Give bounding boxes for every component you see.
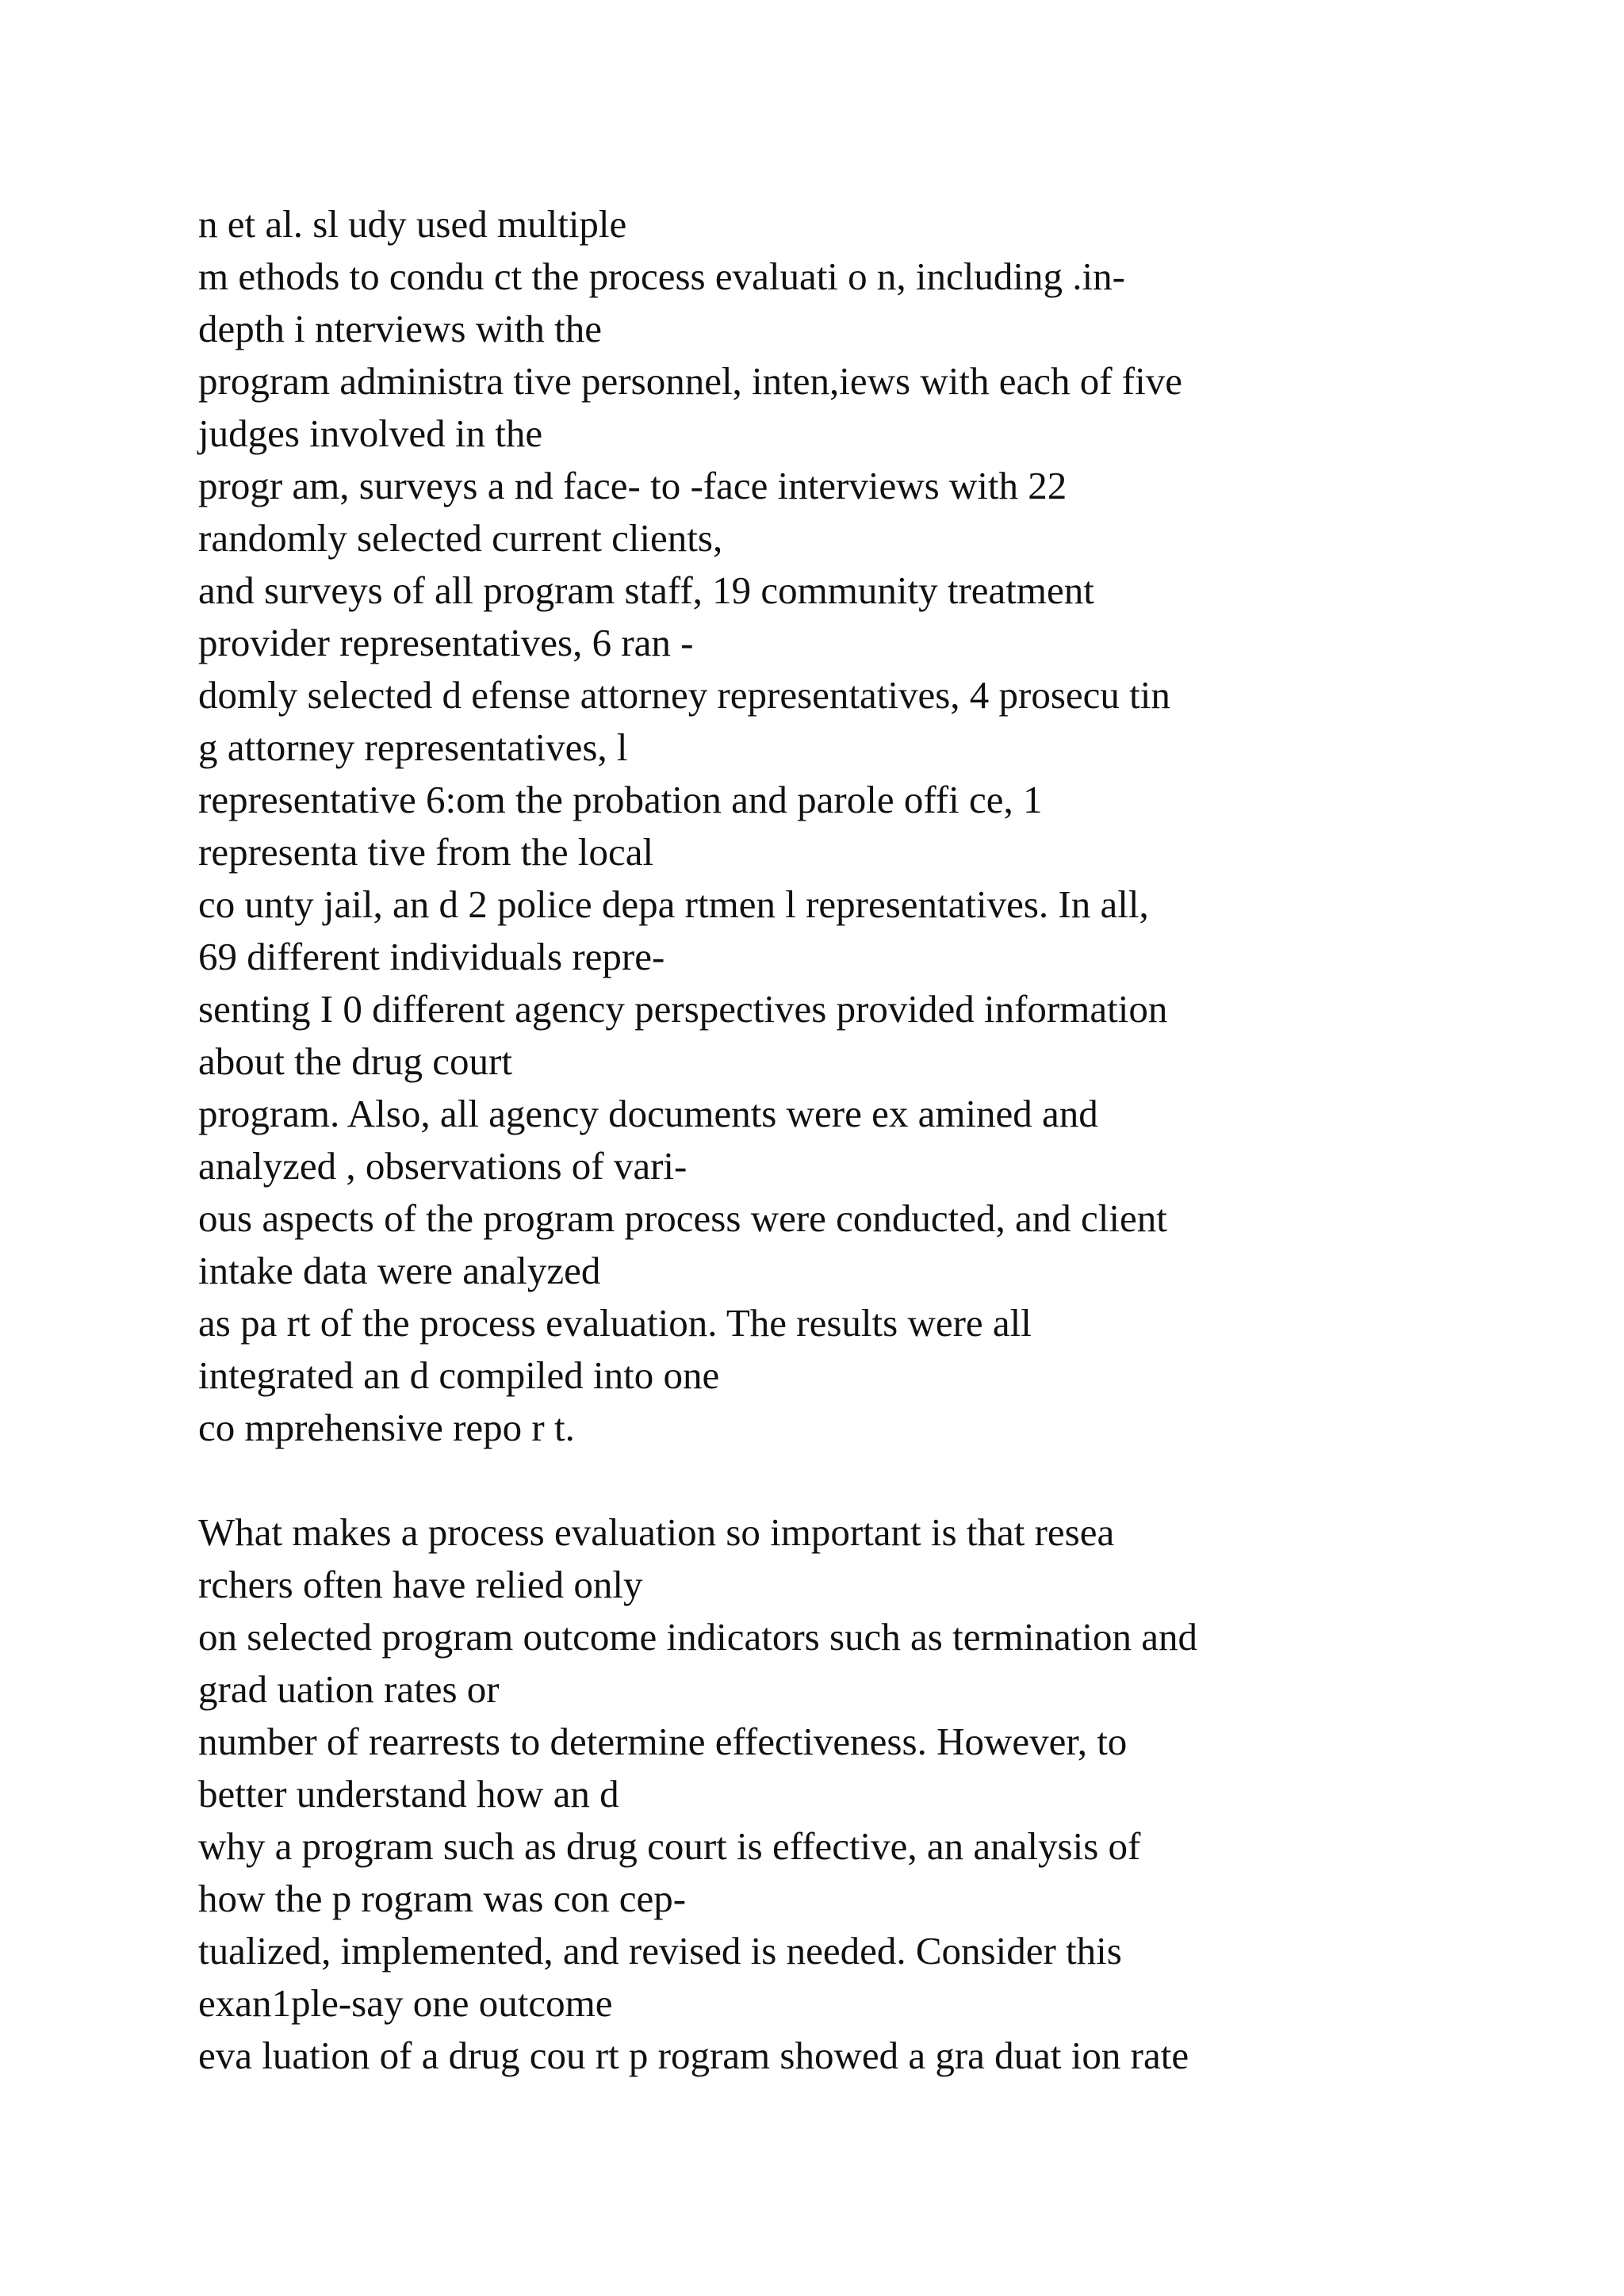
text-line: g attorney representatives, l — [198, 725, 628, 769]
text-line: analyzed , observations of vari- — [198, 1144, 688, 1188]
text-line: representative 6:om the probation and parole offi ce, 1 — [198, 778, 1043, 821]
text-line: how the p rogram was con cep- — [198, 1877, 687, 1920]
paragraph-1 — [198, 198, 1546, 1454]
text-line: rchers often have relied only — [198, 1563, 643, 1606]
text-line: integrated an d compiled into one — [198, 1353, 720, 1397]
text-line: and surveys of all program staff, 19 community treatment — [198, 568, 1094, 612]
text-line: randomly selected current clients, — [198, 516, 723, 560]
text-line: program. Also, all agency documents were ex amined and — [198, 1092, 1098, 1135]
text-line: about the drug court — [198, 1039, 512, 1083]
document-text — [198, 198, 1546, 2082]
text-line: why a program such as drug court is effective, an analysis of — [198, 1824, 1141, 1868]
text-line: co mprehensive repo r t. — [198, 1406, 575, 1449]
text-line: progr am, surveys a nd face- to -face interviews with 22 — [198, 464, 1067, 507]
text-line: exan1ple-say one outcome — [198, 1981, 613, 2025]
text-line: m ethods to condu ct the process evaluati o n, including .in- — [198, 254, 1125, 298]
text-line: on selected program outcome indicators such as termination and — [198, 1615, 1198, 1659]
text-line: representa tive from the local — [198, 830, 654, 874]
text-line: number of rearrests to determine effectiveness. However, to — [198, 1720, 1128, 1763]
text-line: n et al. sl udy used multiple — [198, 202, 627, 246]
text-line: depth i nterviews with the — [198, 307, 602, 350]
text-line: ous aspects of the program process were conducted, and client — [198, 1196, 1167, 1240]
text-line: eva luation of a drug cou rt p rogram showed a gra duat ion rate — [198, 2034, 1189, 2077]
text-line: senting I 0 different agency perspectives provided information — [198, 987, 1168, 1031]
text-line: program administra tive personnel, inten,iews with each of five — [198, 359, 1182, 403]
text-line: 69 different individuals repre- — [198, 935, 665, 978]
paragraph-spacer — [198, 1454, 1546, 1506]
text-line: domly selected d efense attorney representatives, 4 prosecu tin — [198, 673, 1170, 717]
text-line: co unty jail, an d 2 police depa rtmen l representatives. In all, — [198, 882, 1149, 926]
text-line: What makes a process evaluation so important is that resea — [198, 1510, 1115, 1554]
text-line: provider representatives, 6 ran - — [198, 621, 694, 664]
text-line: tualized, implemented, and revised is needed. Consider this — [198, 1929, 1122, 1973]
paragraph-2 — [198, 1506, 1546, 2082]
text-line: judges involved in the — [198, 411, 543, 455]
text-line: better understand how an d — [198, 1772, 619, 1816]
text-line: intake data were analyzed — [198, 1249, 601, 1292]
text-line: as pa rt of the process evaluation. The results were all — [198, 1301, 1032, 1345]
text-line: grad uation rates or — [198, 1667, 500, 1711]
